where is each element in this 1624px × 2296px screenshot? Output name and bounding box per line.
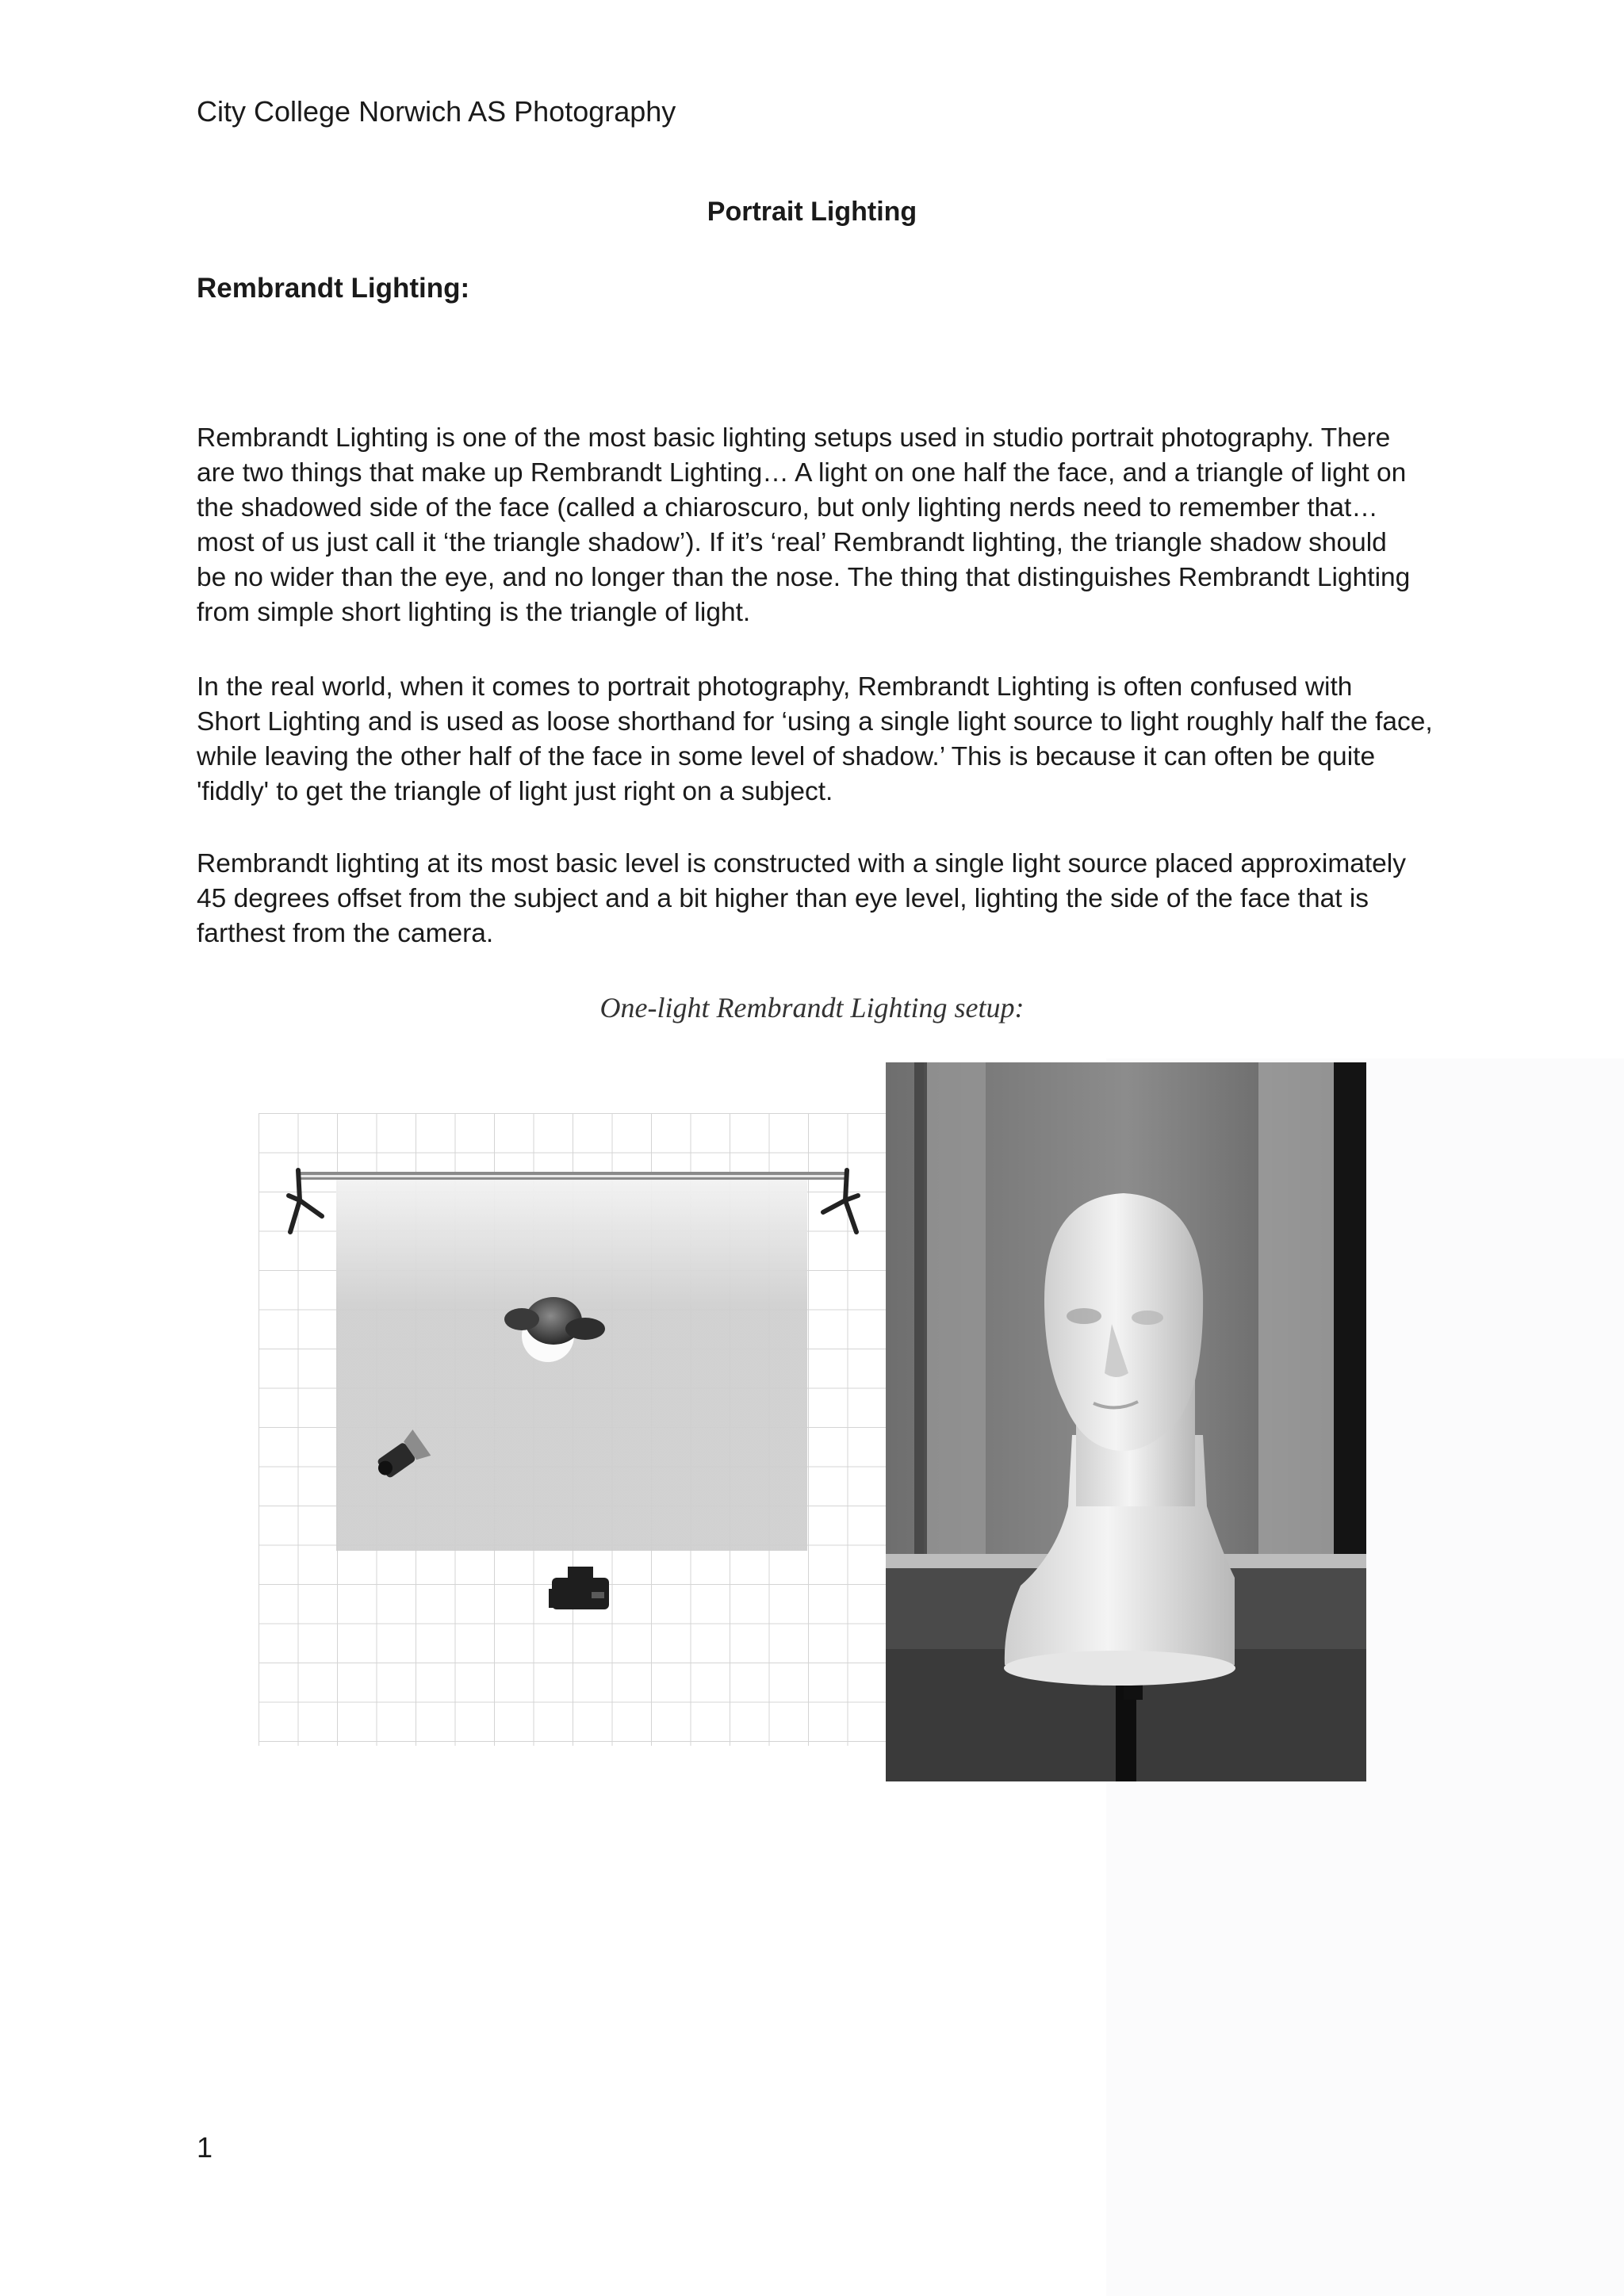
figure-caption: One-light Rembrandt Lighting setup: bbox=[599, 992, 1025, 1024]
text-line: In the real world, when it comes to portrait photography, Rembrandt Lighting is often confused with bbox=[197, 672, 1353, 702]
text-line: from simple short lighting is the triangle of light. bbox=[197, 598, 751, 627]
text-line: Short Lighting and is used as loose shorthand for ‘using a single light source to light roughly half the face, bbox=[197, 707, 1433, 737]
text-line: are two things that make up Rembrandt Lighting… A light on one half the face, and a triangle of light on bbox=[197, 458, 1407, 488]
section-heading: Rembrandt Lighting: bbox=[197, 273, 470, 304]
mannequin-head-photo bbox=[886, 1062, 1366, 1781]
paragraph-3 bbox=[197, 847, 1434, 951]
text-line: Rembrandt lighting at its most basic level is constructed with a single light source placed approximately bbox=[197, 849, 1406, 878]
backdrop bbox=[298, 1172, 847, 1551]
text-line: 45 degrees offset from the subject and a bit higher than eye level, lighting the side of the face that is bbox=[197, 884, 1369, 913]
text-line: 'fiddly' to get the triangle of light just right on a subject. bbox=[197, 777, 833, 806]
paragraph-2 bbox=[197, 670, 1434, 809]
text-line: farthest from the camera. bbox=[197, 919, 494, 948]
page-title: Portrait Lighting bbox=[707, 197, 917, 227]
page-number: 1 bbox=[197, 2131, 213, 2164]
text-line: be no wider than the eye, and no longer than the nose. The thing that distinguishes Rembrandt Lighting bbox=[197, 563, 1411, 592]
paragraph-1 bbox=[197, 421, 1434, 630]
text-line: Rembrandt Lighting is one of the most basic lighting setups used in studio portrait photography. There bbox=[197, 423, 1391, 453]
text-line: while leaving the other half of the face in some level of shadow.’ This is because it can often be quite bbox=[197, 742, 1376, 771]
page-header: City College Norwich AS Photography bbox=[197, 95, 676, 128]
text-line: the shadowed side of the face (called a chiaroscuro, but only lighting nerds need to remember that… bbox=[197, 493, 1378, 522]
lighting-diagram bbox=[259, 1113, 887, 1746]
text-line: most of us just call it ‘the triangle shadow’). If it’s ‘real’ Rembrandt lighting, the triangle shadow should bbox=[197, 528, 1387, 557]
